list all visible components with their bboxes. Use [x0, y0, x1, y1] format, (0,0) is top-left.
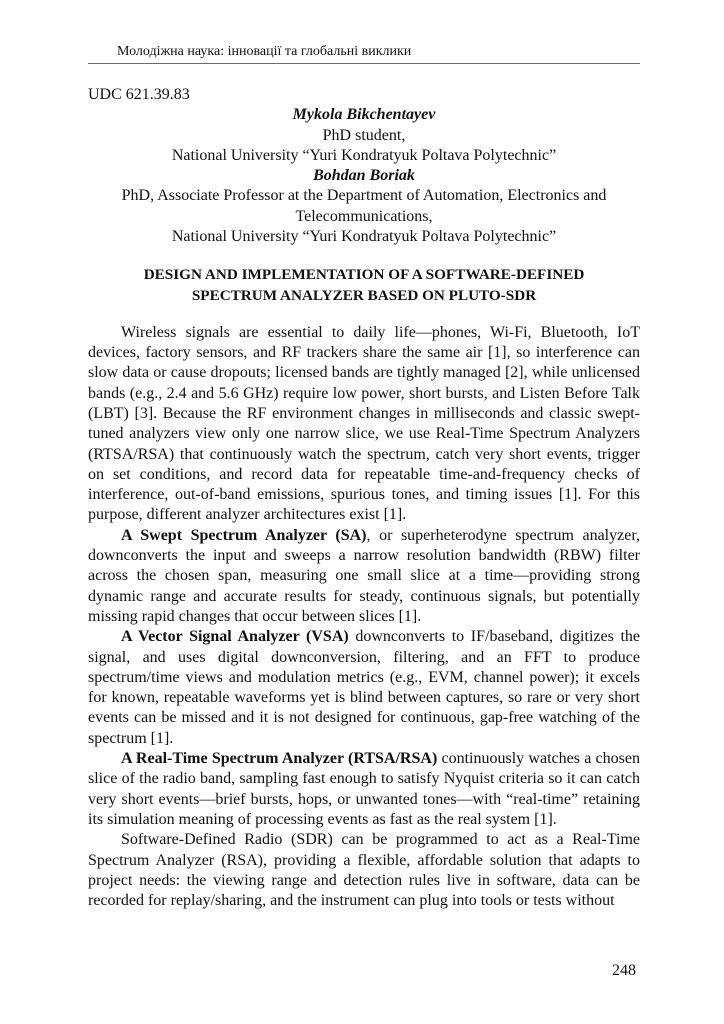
- paragraph-text: downconverts to IF/baseband, digitizes the signal, and uses digital downconversion, filtering, and an FFT to produce spectrum/time views and modulation metrics (e.g., EVM, channel power); it excels for known, repeatable waveforms yet is blind between captures, so rare or very short events can be missed and it is not designed for continuous, gap-free watching of the spectrum [1].: [88, 628, 640, 747]
- author-affiliation: National University “Yuri Kondratyuk Poltava Polytechnic”: [171, 146, 557, 164]
- author-position: PhD, Associate Professor at the Department of Automation, Electronics and: [121, 187, 607, 205]
- paragraph-lead: A Vector Signal Analyzer (VSA): [121, 628, 349, 646]
- author-name: Bohdan Boriak: [313, 167, 415, 185]
- paragraph-text: , or superheterodyne spectrum analyzer, downconverts the input and sweeps a narrow resolution bandwidth (RBW) filter across the chosen span, measuring one small slice at a time—providing strong dynamic range and accurate results for steady, continuous signals, but potentially missing rapid changes that occur between slices [1].: [88, 526, 640, 625]
- article-body: [88, 323, 640, 912]
- author-position: PhD student,: [322, 126, 406, 144]
- udc-code: UDC 621.39.83: [88, 86, 190, 103]
- running-header: Молодіжна наука: інновації та глобальні виклики: [117, 44, 412, 59]
- body-paragraph: [88, 526, 640, 627]
- body-paragraph: Wireless signals are essential to daily life—phones, Wi-Fi, Bluetooth, IoT devices, factory sensors, and RF trackers share the same air [1], so interference can slow data or cause dropouts; licensed bands are tightly managed [2], while unlicensed bands (e.g., 2.4 and 5.6 GHz) require low power, short bursts, and Listen Before Talk (LBT) [3]. Because the RF environment changes in milliseconds and classic swept-tuned analyzers view only one narrow slice, we use Real-Time Spectrum Analyzers (RTSA/RSA) that continuously watch the spectrum, catch very short events, trigger on set conditions, and record data for repeatable time-and-frequency checks of interference, out-of-band emissions, spurious tones, and timing issues [1]. For this purpose, different analyzer architectures exist [1].: [88, 323, 640, 524]
- paragraph-text: continuously watches a chosen slice of the radio band, sampling fast enough to satisfy Nyquist criteria so it can catch very short events—brief bursts, hops, or unwanted tones—with “real-time” retaining its simulation meaning of processing events as fast as the real system [1].: [88, 750, 640, 828]
- header-rule: [88, 63, 640, 64]
- title-line: SPECTRUM ANALYZER BASED ON PLUTO-SDR: [191, 286, 537, 304]
- author-name: Mykola Bikchentayev: [292, 106, 436, 124]
- body-paragraph: [88, 749, 640, 830]
- author-block: [88, 105, 640, 247]
- author-affiliation: National University “Yuri Kondratyuk Poltava Polytechnic”: [171, 228, 557, 246]
- paragraph-lead: A Swept Spectrum Analyzer (SA): [121, 526, 367, 544]
- body-paragraph: [88, 627, 640, 749]
- title-line: DESIGN AND IMPLEMENTATION OF A SOFTWARE-DEFINED: [143, 266, 585, 284]
- paragraph-lead: A Real-Time Spectrum Analyzer (RTSA/RSA): [121, 750, 438, 768]
- article-content: [88, 85, 640, 911]
- body-paragraph: Software-Defined Radio (SDR) can be programmed to act as a Real-Time Spectrum Analyzer (RSA), providing a flexible, affordable solution that adapts to project needs: the viewing range and detection rules live in software, data can be recorded for replay/sharing, and the instrument can plug into tools or tests without: [88, 831, 640, 910]
- author-position: Telecommunications,: [295, 207, 433, 225]
- article-title: [88, 265, 640, 305]
- page-number: 248: [612, 962, 636, 979]
